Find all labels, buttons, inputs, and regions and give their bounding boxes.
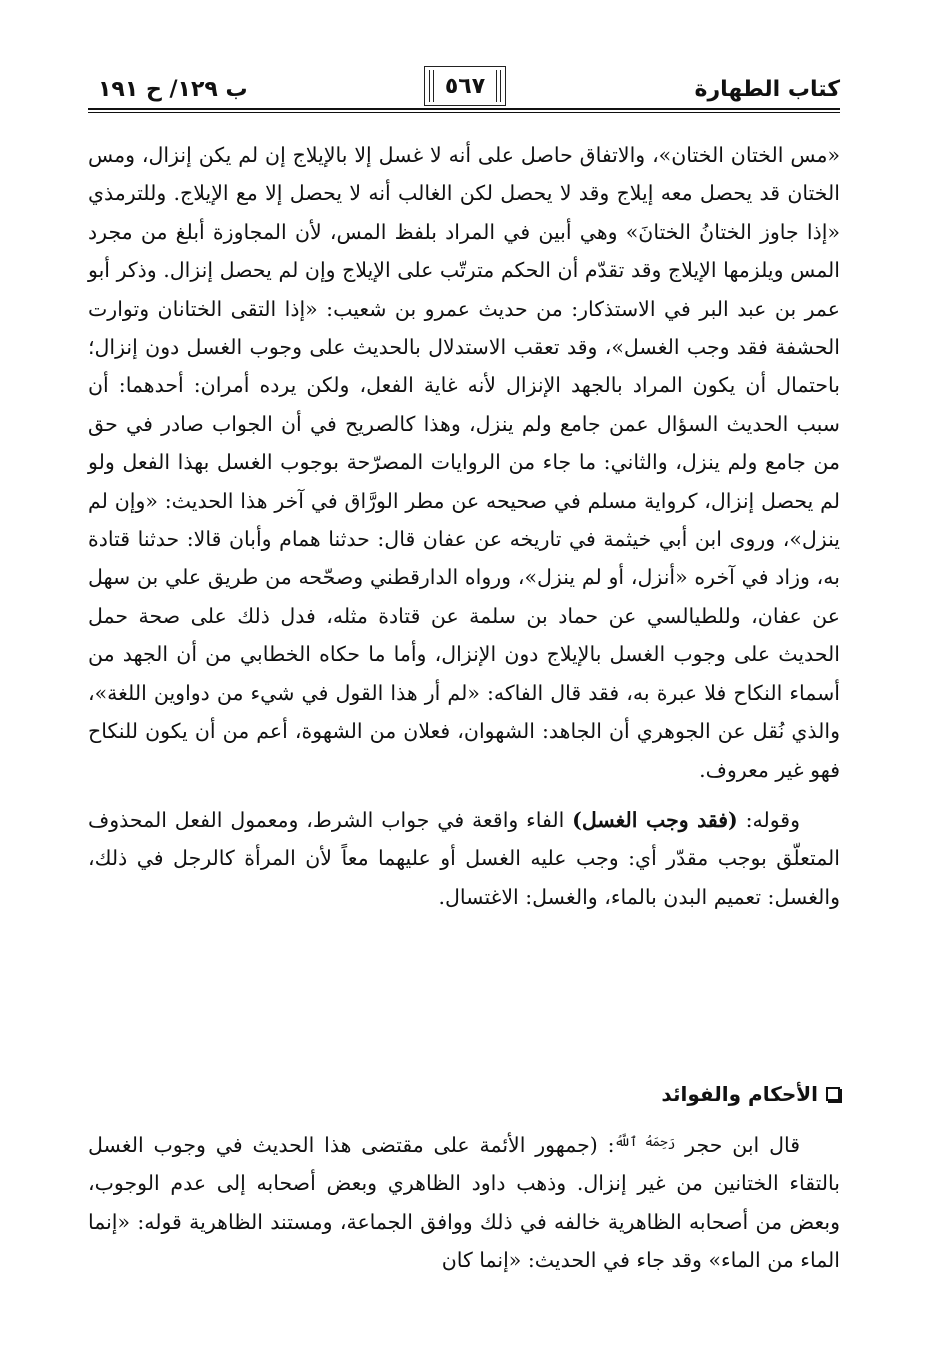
honorific-glyph: رَحِمَهُ ٱللَّهُ xyxy=(614,1135,676,1150)
book-title: كتاب الطهارة xyxy=(694,77,840,102)
header-divider xyxy=(88,108,840,110)
checkbox-square-icon xyxy=(826,1087,840,1101)
page-number-box xyxy=(424,66,506,106)
hadith-reference: ب ١٢٩/ ح ١٩١ xyxy=(98,77,248,102)
section-heading-text: الأحكام والفوائد xyxy=(661,1082,818,1106)
section-heading xyxy=(661,1078,840,1110)
paragraph-2-rest: الفاء واقعة في جواب الشرط، ومعمول الفعل المحذوف المتعلّق بوجب مقدّر أي: وجب عليه الغسل أو عليهما معاً لأن المرأة كالرجل في ذلك، والغسل: تعميم البدن بالماء، والغسل: الاغتسال. xyxy=(88,807,840,909)
section-text xyxy=(88,1124,840,1280)
paragraph-2-intro: وقوله: xyxy=(737,807,800,832)
main-text xyxy=(88,136,840,916)
paragraph-2 xyxy=(88,801,840,916)
section-paragraph xyxy=(88,1124,840,1280)
quoted-phrase: (فقد وجب الغسل) xyxy=(572,807,738,832)
header-divider-thin xyxy=(88,112,840,113)
section-paragraph-rest: : (جمهور الأئمة على مقتضى هذا الحديث في وجوب الغسل بالتقاء الختانين من غير إنزال. وذهب داود الظاهري وبعض أصحابه إلى عدم الوجوب، وبعض من أصحابه الظاهرية خالفه في ذلك ووافق الجماعة، ومستند الظاهرية قوله: «إنما الماء من الماء» وقد جاء في الحديث: «إنما كان xyxy=(88,1133,840,1273)
paragraph-1: «مس الختان الختان»، والاتفاق حاصل على أنه لا غسل إلا بالإيلاج إن لم يكن إنزال، ومس الختان قد يحصل معه إيلاج وقد لا يحصل لكن الغالب أنه لا يحصل إلا مع الإيلاج. وللترمذي «إذا جاوز الختانُ الختانَ» وهي أبين في المراد بلفظ المس، لأن المجاوزة أبلغ من مجرد المس ويلزمها الإيلاج وقد تقدّم أن الحكم مترتّب على الإيلاج وإن لم يحصل إنزال. وذكر أبو عمر بن عبد البر في الاستذكار: من حديث عمرو بن شعيب: «إذا التقى الختانان وتوارت الحشفة فقد وجب الغسل»، وقد تعقب الاستدلال بالحديث على وجوب الغسل دون إنزال؛ باحتمال أن يكون المراد بالجهد الإنزال لأنه غاية الفعل، ولكن يرده أمران: أحدهما: أن سبب الحديث السؤال عمن جامع ولم ينزل، وهذا كالصريح في أن الجواب صادر في حق من جامع ولم ينزل، والثاني: ما جاء من الروايات المصرّحة بوجوب الغسل بهذا الفعل ولو لم يحصل إنزال، كرواية مسلم في صحيحه عن مطر الورَّاق في آخر هذا الحديث: «وإن لم ينزل»، وروى ابن أبي خيثمة في تاريخه عن عفان قال: حدثنا همام وأبان قالا: حدثنا قتادة به، وزاد في آخره «أنزل، أو لم ينزل»، ورواه الدارقطني وصحّحه من طريق علي بن سهل عن عفان، وللطيالسي عن حماد بن سلمة عن قتادة مثله، فدل ذلك على صحة حمل الحديث على وجوب الغسل بالإيلاج دون الإنزال، وأما ما حكاه الخطابي من أن الجهد من أسماء النكاح فلا عبرة به، فقد قال الفاكه: «لم أر هذا القول في شيء من دواوين اللغة»، والذي نُقل عن الجوهري أن الجاهد: الشهوان، فعلان من الشهوة، أعم من أن يكون للنكاح فهو غير معروف. xyxy=(88,143,840,782)
page-header xyxy=(88,62,840,106)
page-number: ٥٦٧ xyxy=(444,73,486,99)
section-paragraph-intro: قال ابن حجر xyxy=(675,1133,801,1157)
